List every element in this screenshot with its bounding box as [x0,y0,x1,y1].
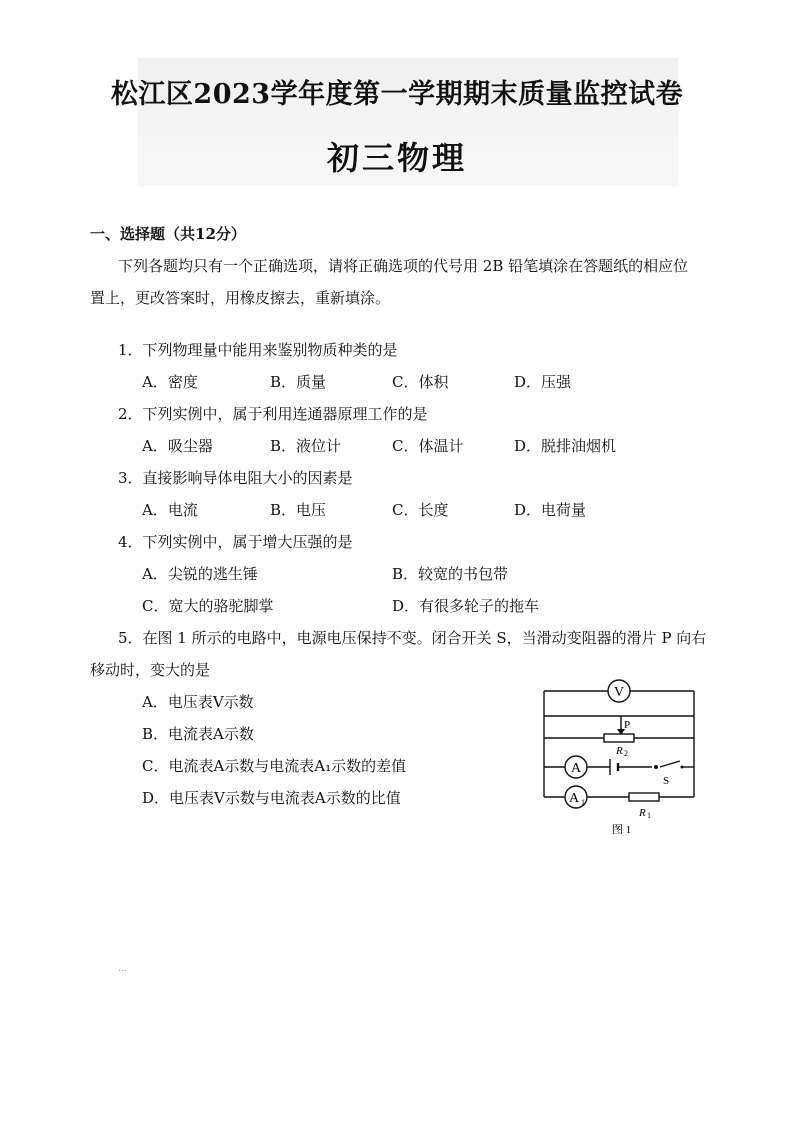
q4-option-c: C．宽大的骆驼脚掌 [142,597,274,615]
q5-option-b: B．电流表A示数 [142,725,254,743]
voltmeter-label: V [613,685,625,700]
slider-label: P [624,719,631,731]
q2-option-a: A．吸尘器 [142,437,213,455]
figure-caption: 图 1 [612,824,632,836]
resistor-symbol [629,793,659,801]
q3-option-a: A．电流 [142,501,198,519]
q4-option-a: A．尖锐的逃生锤 [142,565,258,583]
q3-option-b: B．电压 [270,501,327,519]
question-5-stem-line-1: 5．在图 1 所示的电路中，电源电压保持不变。闭合开关 S，当滑动变阻器的滑片 P 向右 [118,629,707,647]
rheostat-label: R [616,745,623,757]
q1-option-c: C．体积 [392,373,449,391]
switch-contact-right [681,766,684,769]
exam-title: 松江区2023学年度第一学期期末质量监控试卷 [110,79,684,110]
q5-option-d: D．电压表V示数与电流表A示数的比值 [142,789,401,807]
switch-contact [654,765,658,769]
rheostat-symbol [604,734,634,742]
q1-option-d: D．压强 [514,373,572,391]
ammeter-1-label: A [568,791,580,806]
q2-option-c: C．体温计 [392,437,464,455]
question-4-stem: 4．下列实例中，属于增大压强的是 [118,533,353,551]
question-3-stem: 3．直接影响导体电阻大小的因素是 [118,469,353,487]
switch-label: S [663,775,670,787]
q3-option-c: C．长度 [392,501,449,519]
q1-option-a: A．密度 [142,373,198,391]
q5-option-c: C．电流表A示数与电流表A₁示数的差值 [142,757,407,775]
question-1-stem: 1．下列物理量中能用来鉴别物质种类的是 [118,341,398,359]
q4-option-d: D．有很多轮子的拖车 [392,597,540,615]
ammeter-1-subscript: 1 [581,798,585,807]
footer-mark: ... [118,964,127,974]
q5-option-a: A．电压表V示数 [142,693,254,711]
subject-title: 初三物理 [326,139,467,177]
q3-option-d: D．电荷量 [514,501,587,519]
ammeter-label: A [570,761,582,776]
resistor-label: R [639,807,646,819]
resistor-subscript: 1 [647,811,651,820]
section-heading: 一、选择题（共12分） [90,225,246,243]
q2-option-b: B．液位计 [270,437,342,455]
q1-option-b: B．质量 [270,373,327,391]
question-2-stem: 2．下列实例中，属于利用连通器原理工作的是 [118,405,428,423]
q2-option-d: D．脱排油烟机 [514,437,617,455]
question-5-stem-line-2: 移动时，变大的是 [90,661,211,679]
q4-option-b: B．较宽的书包带 [392,565,509,583]
circuit-diagram [532,672,712,842]
instruction-line-1: 下列各题均只有一个正确选项，请将正确选项的代号用 2B 铅笔填涂在答题纸的相应位 [118,257,689,275]
instruction-line-2: 置上，更改答案时，用橡皮擦去，重新填涂。 [90,289,391,307]
rheostat-subscript: 2 [624,749,628,758]
